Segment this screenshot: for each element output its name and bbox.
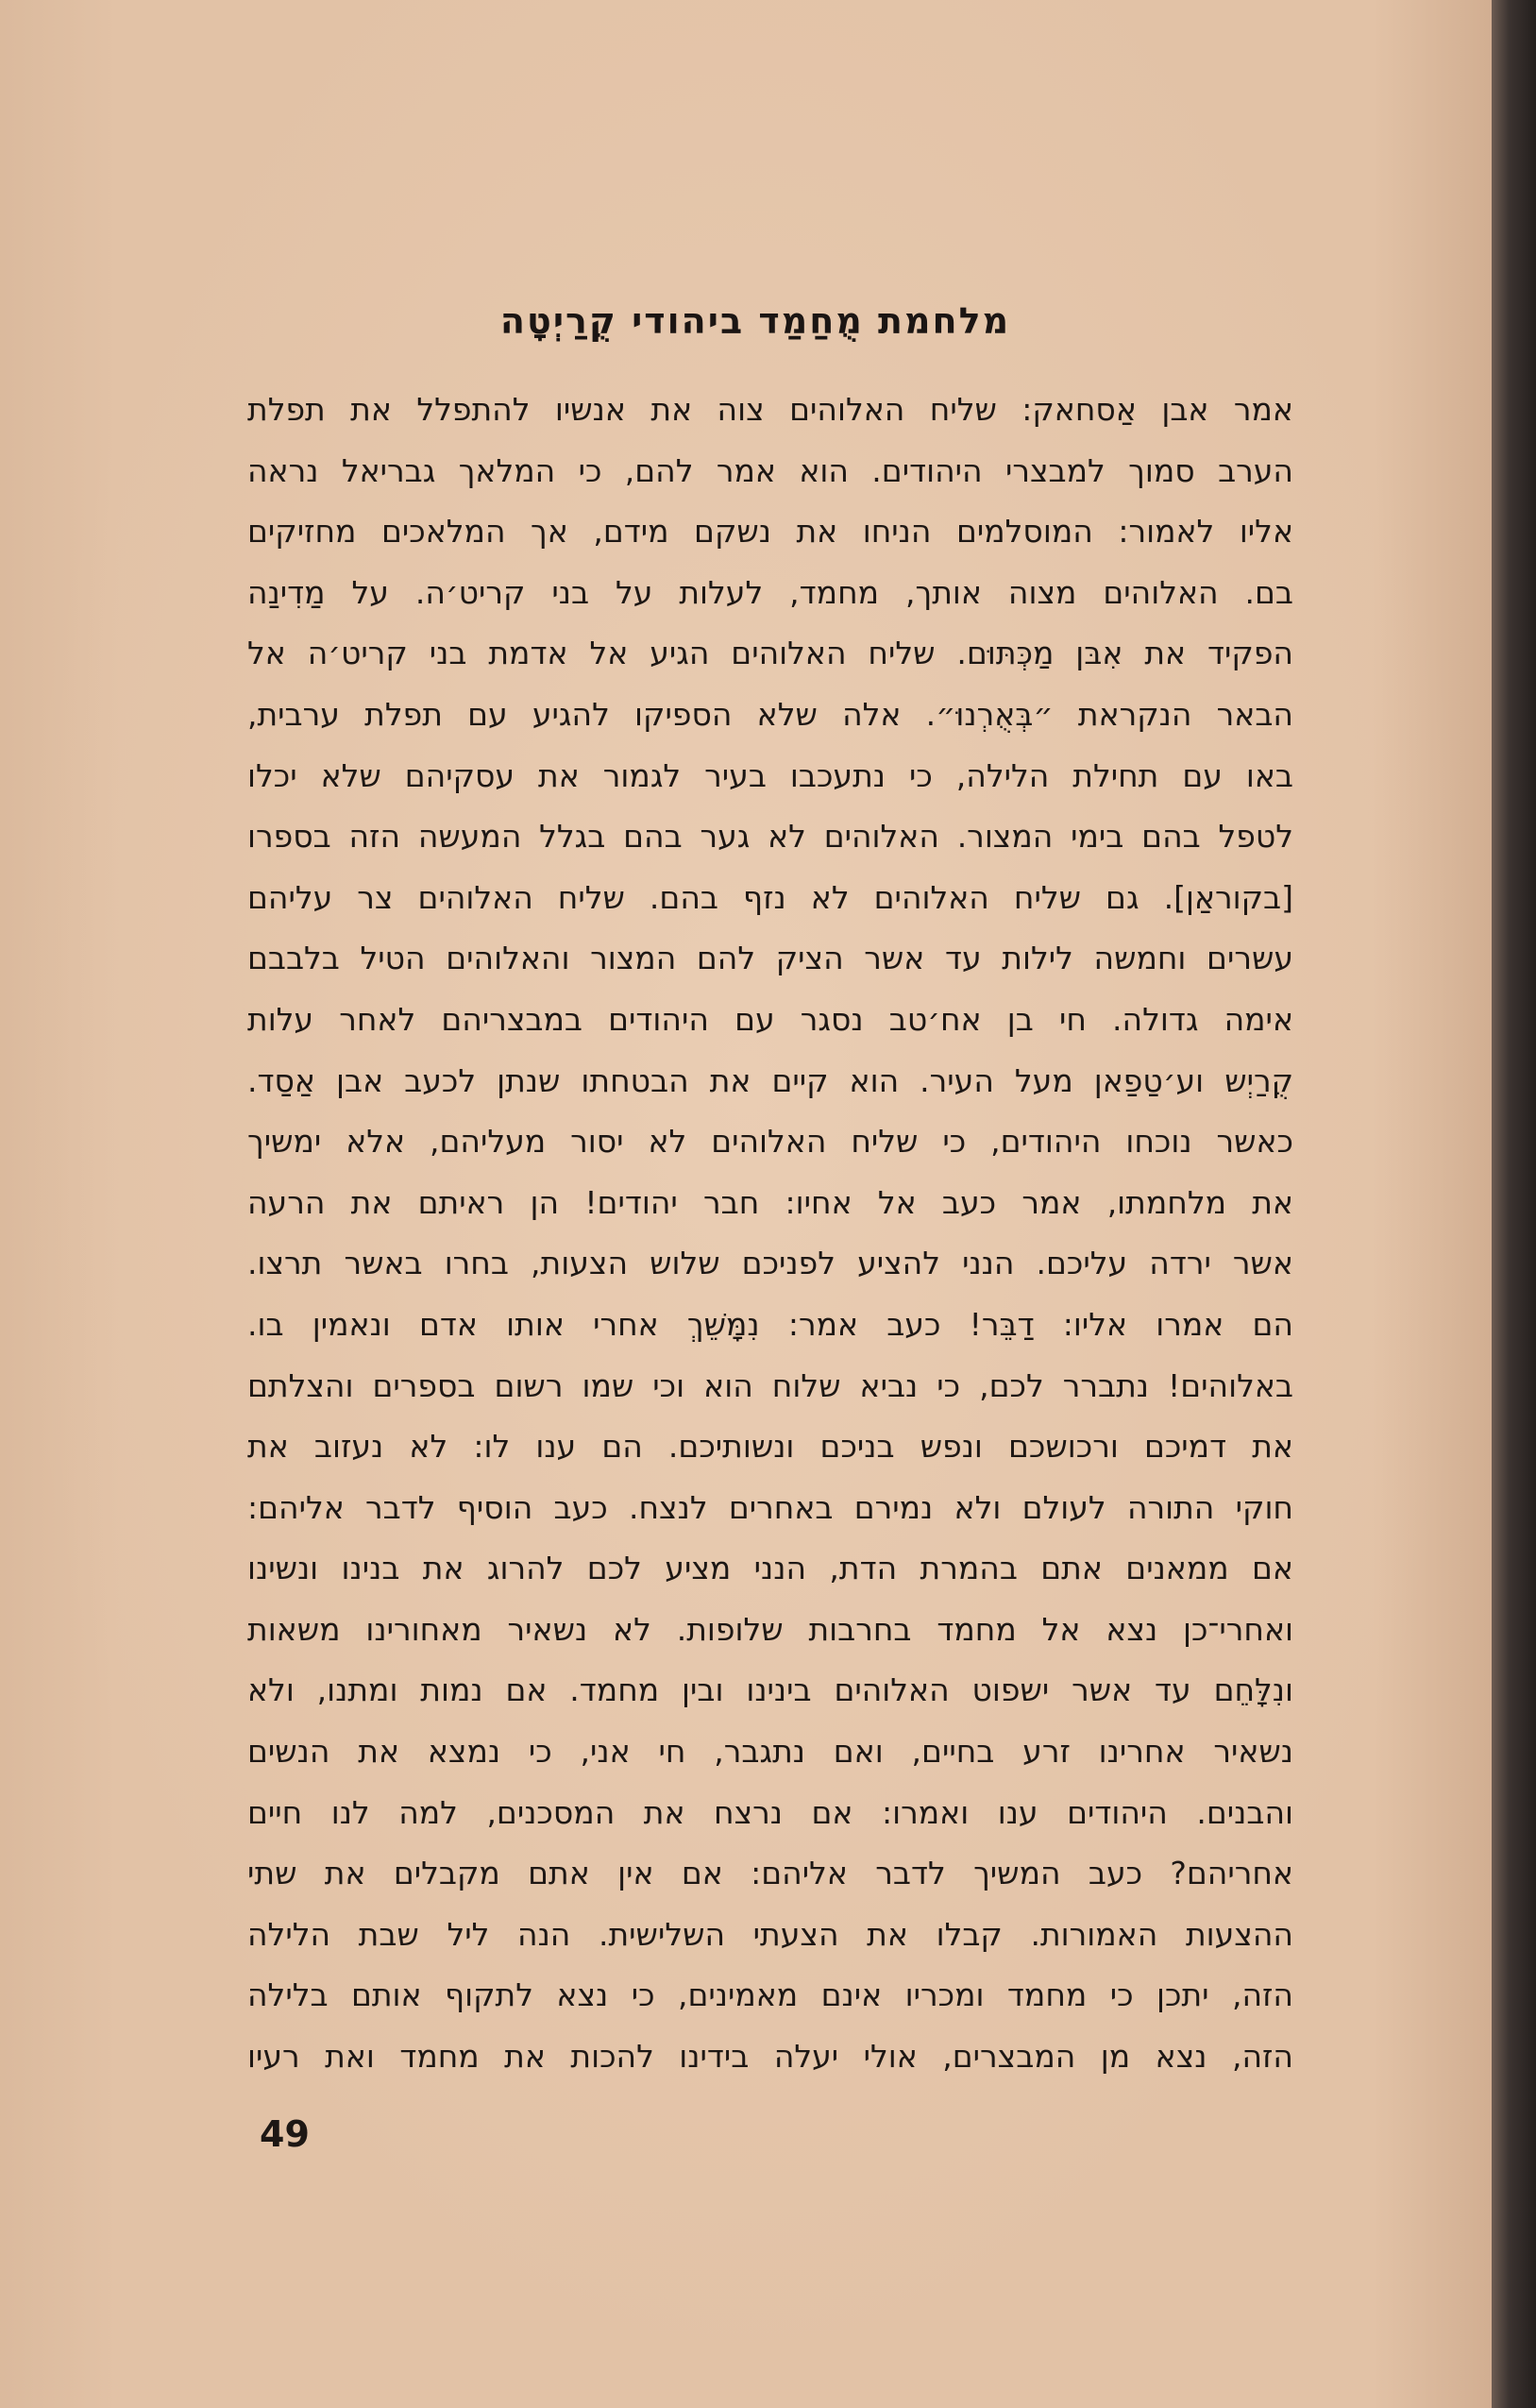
text-line: [בקוראַן]. גם שליח האלוהים לא נזף בהם. שליח האלוהים צר עליהם: [247, 878, 1293, 916]
text-line: והבנים. היהודים ענו ואמרו: אם נרצח את המסכנים, למה לנו חיים: [247, 1793, 1293, 1831]
text-line: באו עם תחילת הלילה, כי נתעכבו בעיר לגמור את עסקיהם שלא יכלו: [247, 756, 1293, 794]
text-line: חוקי התורה לעולם ולא נמירם באחרים לנצח. כעב הוסיף לדבר אליהם:: [247, 1488, 1293, 1526]
text-line: אימה גדולה. חי בן אח׳טב נסגר עם היהודים במבצריהם לאחר עלות: [247, 1000, 1293, 1038]
book-edge: [1492, 0, 1536, 2408]
text-line: קֻרַיְש וע׳טַפַאן מעל העיר. הוא קיים את הבטחתו שנתן לכעב אבן אַסַד.: [247, 1061, 1293, 1099]
text-line: ההצעות האמורות. קבלו את הצעתי השלישית. הנה ליל שבת הלילה: [247, 1915, 1293, 1953]
text-line: באלוהים! נתברר לכם, כי נביא שלוח הוא וכי שמו רשום בספרים והצלתם: [247, 1366, 1293, 1404]
text-line: הזה, יתכן כי מחמד ומכריו אינם מאמינים, כי נצא לתקוף אותם בלילה: [247, 1976, 1293, 2014]
chapter-title: מלחמת מֻחַמַד ביהודי קֻרַיְטָה: [499, 300, 1011, 342]
text-line: אם ממאנים אתם בהמרת הדת, הנני מציע לכם להרוג את בנינו ונשינו: [247, 1550, 1293, 1587]
text-line: נשאיר אחרינו זרע בחיים, ואם נתגבר, חי אני, כי נמצא את הנשים: [247, 1733, 1293, 1771]
text-line: הבאר הנקראת ״בְּאֻרְנוּ״. אלה שלא הספיקו להגיע עם תפלת ערבית,: [247, 695, 1293, 733]
text-line: אליו לאמור: המוסלמים הניחו את נשקם מידם, אך המלאכים מחזיקים: [247, 513, 1293, 551]
text-line: הזה, נצא מן המבצרים, אולי יעלה בידינו להכות את מחמד ואת רעיו: [247, 2038, 1293, 2076]
text-line: לטפל בהם בימי המצור. האלוהים לא גער בהם בגלל המעשה הזה בספרו: [247, 818, 1293, 856]
text-line: את מלחמתו, אמר כעב אל אחיו: חבר יהודים! הן ראיתם את הרעה: [247, 1183, 1293, 1221]
text-line: אשר ירדה עליכם. הנני להציע לפניכם שלוש הצעות, בחרו באשר תרצו.: [247, 1245, 1293, 1282]
text-line: אחריהם? כעב המשיך לדבר אליהם: אם אין אתם מקבלים את שתי: [247, 1855, 1293, 1892]
text-line: את דמיכם ורכושכם ונפש בניכם ונשותיכם. הם ענו לו: לא נעזוב את: [247, 1428, 1293, 1466]
text-line: ואחרי־כן נצא אל מחמד בחרבות שלופות. לא נשאיר מאחורינו משאות: [247, 1610, 1293, 1648]
text-line: בם. האלוהים מצוה אותך, מחמד, לעלות על בני קריט׳ה. על מַדִינַה: [247, 573, 1293, 611]
text-line: הערב סמוך למבצרי היהודים. הוא אמר להם, כי המלאך גבריאל נראה: [247, 451, 1293, 489]
text-line: הפקיד את אִבּן מַכְּתּוּם. שליח האלוהים הגיע אל אדמת בני קריט׳ה אל: [247, 635, 1293, 672]
text-line: הם אמרו אליו: דַבֵּר! כעב אמר: נִמָּשֵׁךְ אחרי אותו אדם ונאמין בו.: [247, 1305, 1293, 1343]
body-text: [247, 380, 1293, 2088]
text-line: אמר אבן אַסחאק: שליח האלוהים צוה את אנשיו להתפלל את תפלת: [247, 391, 1293, 428]
text-line: עשרים וחמשה לילות עד אשר הציק להם המצור והאלוהים הטיל בלבבם: [247, 940, 1293, 977]
text-line: כאשר נוכחו היהודים, כי שליח האלוהים לא יסור מעליהם, אלא ימשיך: [247, 1123, 1293, 1161]
page-number: 49: [260, 2113, 310, 2155]
text-line: ונִלָּחֵם עד אשר ישפוט האלוהים בינינו ובין מחמד. אם נמות ומתנו, ולא: [247, 1671, 1293, 1709]
